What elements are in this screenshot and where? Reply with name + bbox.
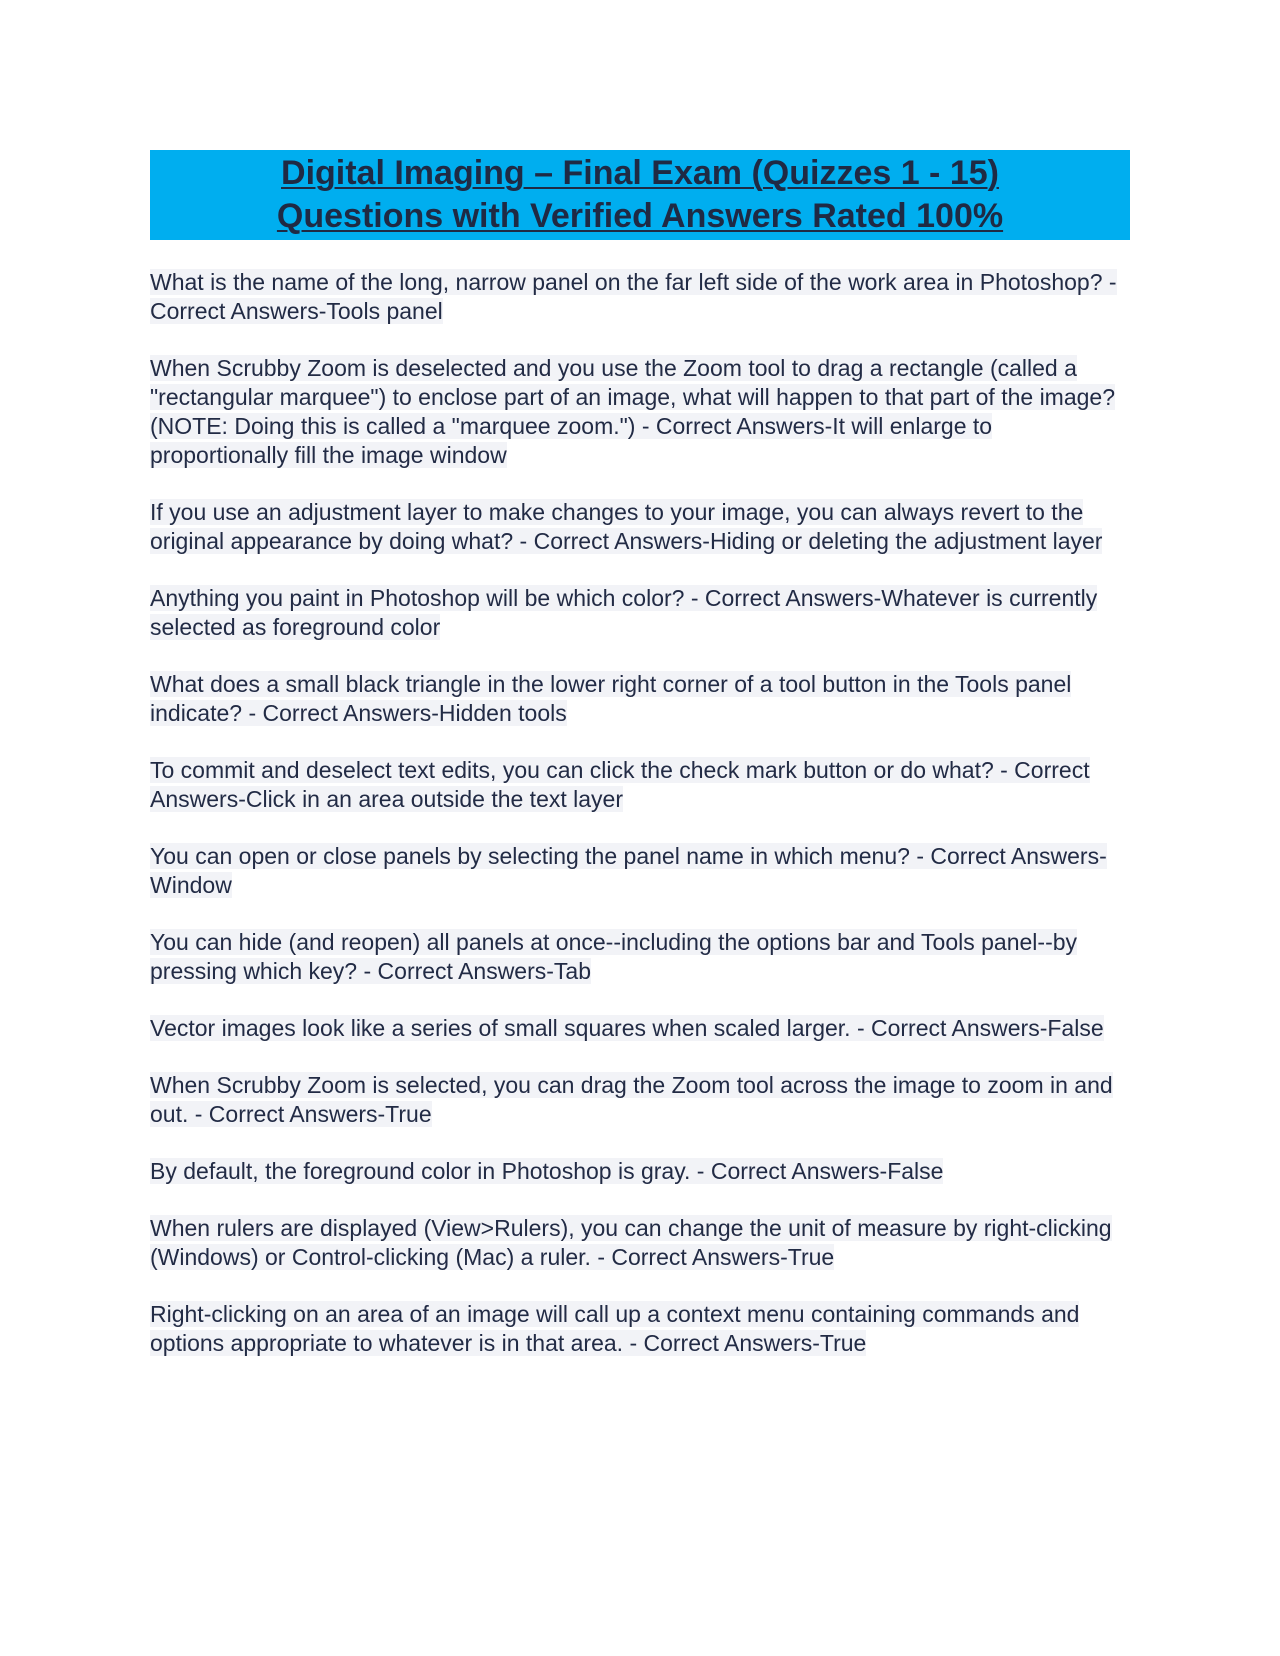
qa-text: You can open or close panels by selecting the panel name in which menu? - Correct Answers-Window	[150, 843, 1107, 898]
qa-item	[150, 1071, 1130, 1129]
qa-item	[150, 498, 1130, 556]
qa-text: If you use an adjustment layer to make changes to your image, you can always revert to the original appearance by doing what? - Correct Answers-Hiding or deleting the adjustment layer	[150, 499, 1103, 554]
qa-text: By default, the foreground color in Photoshop is gray. - Correct Answers-False	[150, 1158, 944, 1184]
qa-text: Vector images look like a series of small squares when scaled larger. - Correct Answers-False	[150, 1015, 1104, 1041]
qa-text: Anything you paint in Photoshop will be which color? - Correct Answers-Whatever is currently selected as foreground color	[150, 585, 1098, 640]
qa-item	[150, 584, 1130, 642]
qa-item	[150, 1014, 1130, 1043]
qa-item	[150, 1300, 1130, 1358]
qa-text: When Scrubby Zoom is deselected and you use the Zoom tool to drag a rectangle (called a "rectangular marquee") to enclose part of an image, what will happen to that part of the image? (NOTE: Doing this is called a "marquee zoom.") - Correct Answers-It will enlarge to proportionally fill the image window	[150, 355, 1116, 468]
qa-text: Right-clicking on an area of an image will call up a context menu containing commands and options appropriate to whatever is in that area. - Correct Answers-True	[150, 1301, 1080, 1356]
qa-item	[150, 354, 1130, 470]
qa-item	[150, 1157, 1130, 1186]
qa-text: When rulers are displayed (View>Rulers), you can change the unit of measure by right-clicking (Windows) or Control-clicking (Mac) a ruler. - Correct Answers-True	[150, 1215, 1112, 1270]
document-title-line-2: Questions with Verified Answers Rated 100%	[276, 197, 1004, 235]
qa-item	[150, 670, 1130, 728]
qa-text: You can hide (and reopen) all panels at once--including the options bar and Tools panel--by pressing which key? - Correct Answers-Tab	[150, 929, 1078, 984]
qa-text: When Scrubby Zoom is selected, you can drag the Zoom tool across the image to zoom in and out. - Correct Answers-True	[150, 1072, 1113, 1127]
title-banner	[150, 150, 1130, 240]
qa-item	[150, 268, 1130, 326]
qa-item	[150, 928, 1130, 986]
qa-item	[150, 842, 1130, 900]
qa-item	[150, 1214, 1130, 1272]
qa-text: To commit and deselect text edits, you can click the check mark button or do what? - Correct Answers-Click in an area outside the text layer	[150, 757, 1090, 812]
qa-text: What is the name of the long, narrow panel on the far left side of the work area in Photoshop? - Correct Answers-Tools panel	[150, 269, 1117, 324]
document-title-line-1: Digital Imaging – Final Exam (Quizzes 1 - 15)	[281, 154, 999, 192]
qa-list	[150, 268, 1130, 1358]
qa-item	[150, 756, 1130, 814]
document-page	[150, 150, 1130, 1386]
qa-text: What does a small black triangle in the lower right corner of a tool button in the Tools panel indicate? - Correct Answers-Hidden tools	[150, 671, 1072, 726]
